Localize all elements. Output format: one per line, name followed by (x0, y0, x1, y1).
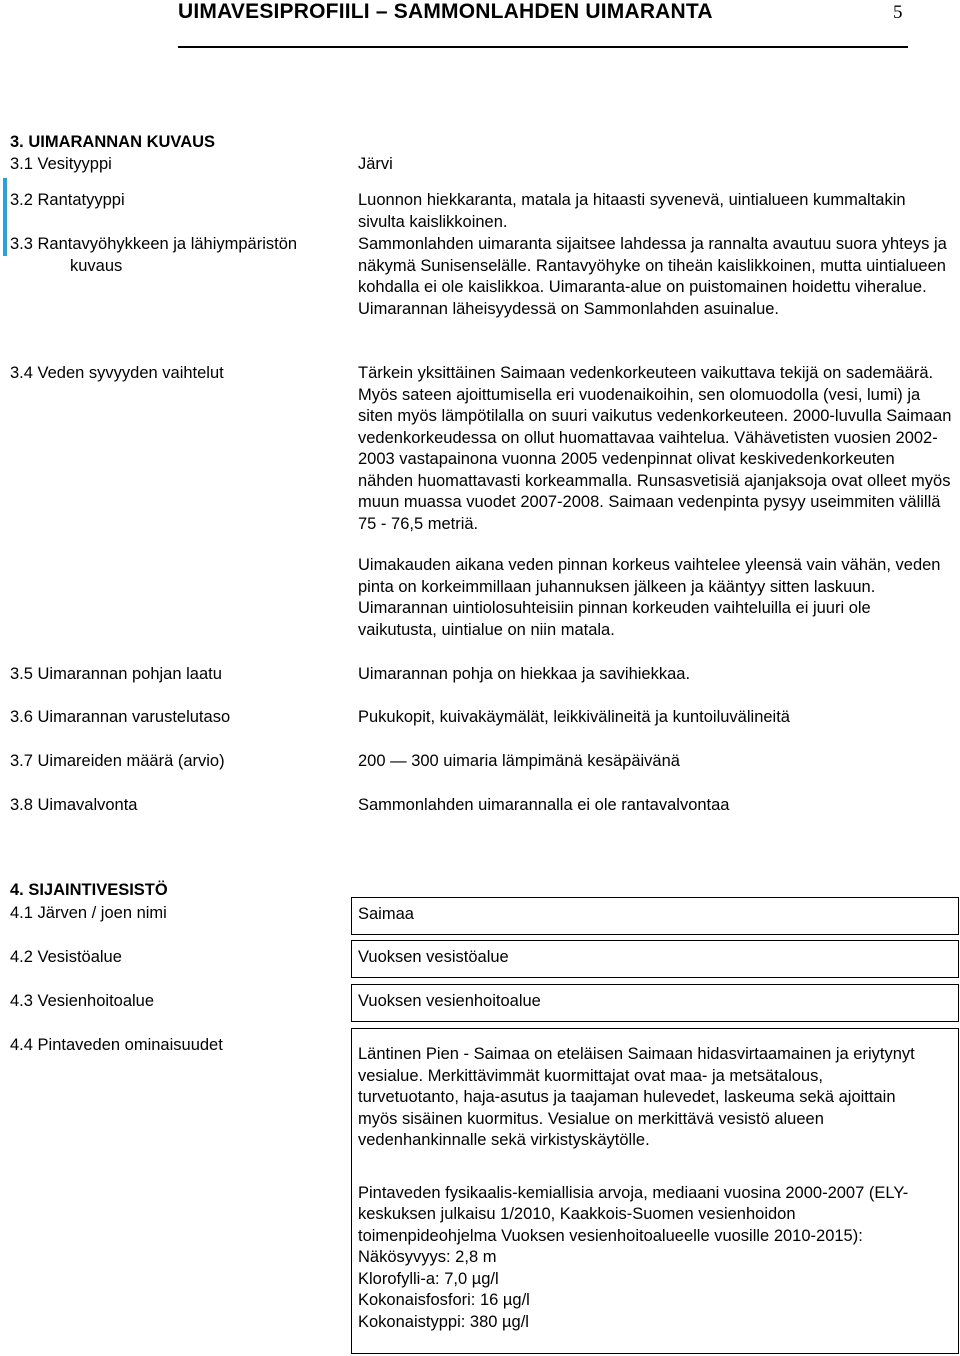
row-value-4-4-paragraph-2: Pintaveden fysikaalis-kemiallisia arvoja, mediaani vuosina 2000-2007 (ELY-keskuksen julkaisu 1/2010, Kaakkois-Suomen vesienhoidon toimenpideohjelma Vuoksen vesienhoitoalueelle vuosille 2010-2015): (358, 1183, 909, 1245)
row-label-3-8: 3.8 Uimavalvonta (10, 796, 138, 814)
row-label-3-2: 3.2 Rantatyyppi (10, 191, 125, 209)
row-label-3-7: 3.7 Uimareiden määrä (arvio) (10, 752, 225, 770)
row-value-3-3: Sammonlahden uimaranta sijaitsee lahdessa ja rannalta avautuu suora yhteys ja näkymä Sunisenselälle. Rantavyöhyke on tiheän kaislikkoinen, mutta uintialueen kohdalla ei ole kaislikkoa. Uimaranta-alue on puistomainen hoidettu viheralue. Uimarannan läheisyydessä on Sammonlahden asuinalue. (358, 235, 947, 318)
row-value-3-4-paragraph-1: Tärkein yksittäinen Saimaan vedenkorkeuteen vaikuttava tekijä on sademäärä. Myös sateen ajoittumisella eri vuodenaikoihin, sen olomuodolla (vesi, lumi) ja siten myös lämpötilalla on suuri vaikutus vedenkorkeuteen. 2000-luvulla Saimaan vedenkorkeudessa on ollut huomattavaa vaihtelua. Vähävetisten vuosien 2002-2003 vastapainona vuonna 2005 vedenpinnat olivat keskivedenkorkeuten nähden huomattavasti korkeammalla. Runsasvetisiä ajanjaksoja ovat olleet myös muun muassa vuodet 2007-2008. Saimaan vedenpinta pysyy useimmiten välillä 75 - 76,5 metriä. (358, 364, 952, 533)
row-label-4-2: 4.2 Vesistöalue (10, 948, 122, 966)
row-label-3-4: 3.4 Veden syvyyden vaihtelut (10, 364, 224, 382)
header-rule (178, 46, 908, 48)
row-value-4-4 (358, 1044, 928, 1333)
row-value-3-4-paragraph-2: Uimakauden aikana veden pinnan korkeus vaihtelee yleensä vain vähän, veden pinta on korkeimmillaan juhannuksen jälkeen ja kääntyy sitten laskuun. Uimarannan uintiolosuhteisiin pinnan korkeuden vaihteluilla ei juuri ole vaikutusta, uintialue on niin matala. (358, 556, 941, 639)
row-label-3-3-line1: 3.3 Rantavyöhykkeen ja lähiympäristön (10, 235, 298, 253)
row-label-3-1: 3.1 Vesityyppi (10, 155, 112, 173)
row-value-4-1: Saimaa (358, 905, 414, 923)
row-value-3-6: Pukukopit, kuivakäymälät, leikkivälineitä ja kuntoiluvälineitä (358, 708, 790, 726)
row-label-3-5: 3.5 Uimarannan pohjan laatu (10, 665, 222, 683)
measurement-item: Kokonaisfosfori: 16 µg/l (358, 1291, 530, 1309)
row-value-4-2: Vuoksen vesistöalue (358, 948, 509, 966)
measurement-item: Kokonaistyppi: 380 µg/l (358, 1312, 529, 1331)
section-4-heading: 4. SIJAINTIVESISTÖ (10, 881, 168, 899)
measurement-item: Näkösyvyys: 2,8 m (358, 1248, 497, 1266)
row-label-3-6: 3.6 Uimarannan varustelutaso (10, 708, 231, 726)
row-label-4-3: 4.3 Vesienhoitoalue (10, 992, 155, 1010)
section-3-heading: 3. UIMARANNAN KUVAUS (10, 133, 216, 151)
row-label-4-4: 4.4 Pintaveden ominaisuudet (10, 1036, 223, 1054)
row-value-3-2: Luonnon hiekkaranta, matala ja hitaasti syvenevä, uintialueen kummaltakin sivulta kaislikkoinen. (358, 191, 906, 231)
row-value-4-4-paragraph-1: Läntinen Pien - Saimaa on eteläisen Saimaan hidasvirtaamainen ja eriytynyt vesialue. Merkittävimmät kuormittajat ovat maa- ja metsätalous, turvetuotanto, haja-asutus ja taajaman hulevedet, laskeuma sekä ajoittain myös sisäinen kuormitus. Vesialue on merkittävä vesistö alueen vedenhankinnalle sekä virkistyskäytölle. (358, 1045, 915, 1149)
row-value-3-4 (358, 363, 953, 641)
row-label-3-3 (10, 234, 350, 277)
section-3-sideline (3, 178, 7, 256)
row-label-3-3-line2: kuvaus (70, 256, 123, 275)
row-label-4-1: 4.1 Järven / joen nimi (10, 904, 167, 922)
measurement-item: Klorofylli-a: 7,0 µg/l (358, 1269, 499, 1288)
row-value-3-5: Uimarannan pohja on hiekkaa ja savihiekkaa. (358, 665, 691, 683)
row-value-3-1: Järvi (358, 155, 393, 173)
row-value-3-7: 200 — 300 uimaria lämpimänä kesäpäivänä (358, 752, 680, 770)
row-value-4-3: Vuoksen vesienhoitoalue (358, 992, 541, 1010)
page-number: 5 (893, 2, 903, 23)
row-value-3-8: Sammonlahden uimarannalla ei ole rantavalvontaa (358, 796, 730, 814)
page-header-title: UIMAVESIPROFIILI – SAMMONLAHDEN UIMARANTA (178, 0, 713, 23)
